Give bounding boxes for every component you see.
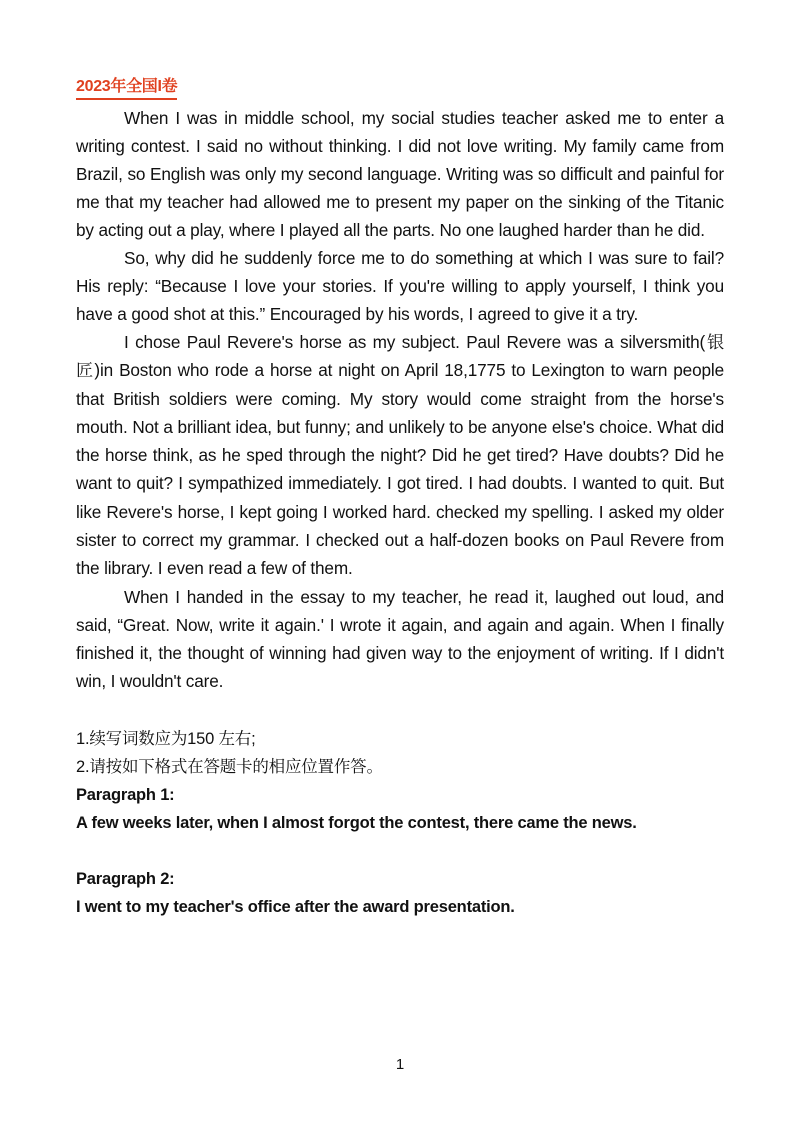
exam-heading: 2023年全国I卷 [76, 76, 177, 100]
task-opening-sentence-2: I went to my teacher's office after the award presentation. [76, 897, 515, 916]
task-label-2: Paragraph 2: [76, 869, 175, 888]
task-paragraph-1 [76, 781, 724, 837]
passage-paragraph-4: When I handed in the essay to my teacher, he read it, laughed out loud, and said, “Great. Now, write it again.' I wrote it again, and again and again. When I finally finished it, the thought of winning had given way to the enjoyment of writing. If I didn't win, I wouldn't care. [76, 586, 724, 691]
page-number: 1 [395, 1056, 405, 1073]
document-page [76, 76, 724, 921]
instruction-format: 2.请按如下格式在答题卡的相应位置作答。 [76, 757, 383, 776]
task-opening-sentence-1: A few weeks later, when I almost forgot the contest, there came the news. [76, 813, 637, 832]
passage-paragraph-3: I chose Paul Revere's horse as my subject. Paul Revere was a silversmith(银匠)in Boston who rode a horse at night on April 18,1775 to Lexington to warn people that British soldiers were coming. My story would come straight from the horse's mouth. Not a brilliant idea, but funny; and unlikely to be anyone else's choice. What did the horse think, as he sped through the night? Did he get tired? Have doubts? Did he want to quit? I sympathized immediately. I got tired. I had doubts. I wanted to quit. But like Revere's horse, I kept going I worked hard. checked my spelling. I asked my older sister to correct my grammar. I checked out a half-dozen books on Paul Revere from the library. I even read a few of them. [76, 332, 724, 579]
task-label-1: Paragraph 1: [76, 785, 175, 804]
writing-instructions [76, 725, 724, 921]
reading-passage [76, 104, 724, 695]
task-paragraph-2 [76, 865, 724, 921]
passage-paragraph-1: When I was in middle school, my social studies teacher asked me to enter a writing contest. I said no without thinking. I did not love writing. My family came from Brazil, so English was only my second language. Writing was so difficult and painful for me that my teacher had allowed me to present my paper on the sinking of the Titanic by acting out a play, where I played all the parts. No one laughed harder than he did. [76, 108, 724, 240]
spacer [76, 837, 724, 865]
passage-paragraph-2: So, why did he suddenly force me to do something at which I was sure to fail? His reply: “Because I love your stories. If you're willing to apply yourself, I think you have a good shot at this.” Encouraged by his words, I agreed to give it a try. [76, 248, 724, 324]
instruction-word-count: 1.续写词数应为150 左右; [76, 729, 256, 748]
